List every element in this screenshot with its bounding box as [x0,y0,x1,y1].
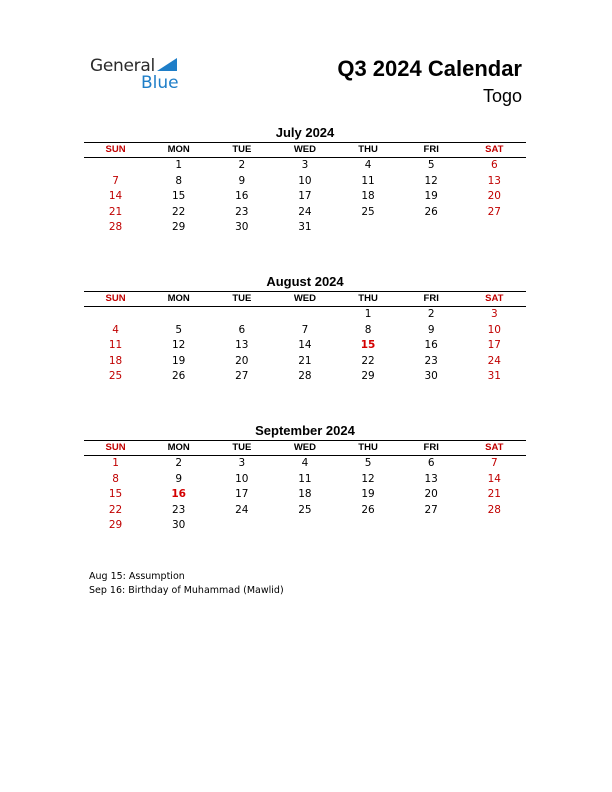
weekday-label: MON [167,144,190,155]
weekday-label: TUE [232,293,252,304]
day-cell: 22 [172,205,186,218]
weekday-label: THU [358,144,378,155]
holiday-item: Aug 15: Assumption [89,571,185,582]
month-title: August 2024 [266,274,344,289]
day-cell: 2 [238,159,246,171]
weekday-label: SUN [105,293,126,304]
day-cell: 15 [172,190,186,202]
weekday-label: WED [293,293,317,304]
day-cell: 18 [298,488,312,500]
day-cell: 16 [424,339,438,351]
weekday-label: SAT [485,293,504,304]
day-cell: 4 [364,159,372,171]
week-row [84,518,526,534]
day-cell: 23 [172,503,186,516]
day-cell: 7 [301,323,309,336]
day-cell: 16 [235,190,249,202]
day-cell: 11 [108,339,123,351]
day-cell [463,518,526,534]
month-grid [84,440,526,534]
weekday-label: SUN [105,144,126,155]
day-cell: 22 [108,503,123,516]
day-cell: 14 [108,190,123,202]
day-cell: 1 [112,457,119,469]
weekday-label: FRI [423,144,439,155]
day-cell: 27 [487,205,501,218]
weekday-label: SUN [105,442,126,453]
month-title: July 2024 [275,125,335,140]
day-cell: 25 [108,370,123,382]
day-cell: 20 [424,488,438,500]
day-cell: 12 [424,174,438,187]
day-cell: 17 [487,339,501,351]
day-cell: 3 [490,308,498,320]
day-cell: 4 [112,323,119,336]
day-cell: 29 [172,221,186,233]
day-cell: 1 [175,159,183,171]
day-cell: 12 [361,472,375,485]
holiday-day-cell: 15 [360,339,376,351]
weekday-label: MON [167,442,190,453]
day-cell: 5 [175,323,183,336]
day-cell: 25 [298,503,312,516]
weekday-label: SAT [485,442,504,453]
month-block [84,125,526,236]
day-cell: 20 [235,354,249,367]
weekday-header-row [84,292,526,307]
weekday-header-row [84,143,526,158]
day-cell: 13 [487,174,501,187]
weekday-label: WED [293,144,317,155]
day-cell: 9 [238,174,246,187]
country-name: Togo [482,86,522,106]
day-cell: 14 [487,472,501,485]
logo-general-text: General [90,56,155,76]
week-row [84,503,526,519]
day-cell: 18 [108,354,123,367]
day-cell: 8 [112,472,119,485]
day-cell: 29 [108,519,123,531]
page-title: Q3 2024 Calendar [337,56,522,81]
week-row [84,338,526,354]
week-row [84,369,526,385]
day-cell: 3 [301,159,309,171]
week-row [84,174,526,190]
week-row [84,472,526,488]
day-cell [210,307,273,323]
holiday-list [89,570,284,598]
day-cell: 21 [298,354,312,367]
day-cell [84,307,147,323]
day-cell: 6 [427,457,435,469]
day-cell: 4 [301,457,309,469]
weekday-label: THU [358,442,378,453]
week-row [84,487,526,503]
week-row [84,354,526,370]
day-cell: 10 [298,174,312,187]
day-cell: 11 [361,174,375,187]
weekday-label: MON [167,293,190,304]
day-cell: 7 [112,174,119,187]
day-cell: 17 [298,190,312,202]
day-cell: 1 [364,308,372,320]
day-cell [210,518,273,534]
holiday-item: Sep 16: Birthday of Muhammad (Mawlid) [89,585,284,596]
month-grid [84,142,526,236]
day-cell: 30 [172,519,186,531]
day-cell: 21 [108,205,123,218]
day-cell [337,220,400,236]
day-cell: 26 [361,503,375,516]
holiday-day-cell: 16 [171,488,186,500]
day-cell: 25 [361,205,375,218]
day-cell: 24 [487,354,501,367]
day-cell: 13 [424,472,438,485]
day-cell [147,307,210,323]
month-block [84,274,526,385]
day-cell: 24 [298,205,312,218]
day-cell: 14 [298,339,312,351]
day-cell: 21 [487,488,501,500]
week-row [84,205,526,221]
weekday-label: FRI [423,442,439,453]
day-cell: 30 [424,370,438,382]
day-cell: 29 [361,370,375,382]
weekday-header-row [84,441,526,456]
logo-blue-text: Blue [141,73,179,93]
week-row [84,158,526,174]
weekday-label: TUE [232,442,252,453]
weekday-label: SAT [485,144,504,155]
day-cell: 12 [172,339,186,351]
week-row [84,323,526,339]
day-cell: 26 [424,205,438,218]
day-cell: 23 [235,205,249,218]
day-cell [273,518,336,534]
day-cell: 19 [424,190,438,202]
day-cell [84,158,147,174]
weekday-label: TUE [232,144,252,155]
day-cell: 31 [487,370,501,382]
day-cell: 2 [175,457,183,469]
day-cell: 3 [238,457,246,469]
day-cell: 19 [172,354,186,367]
day-cell: 13 [235,339,249,351]
week-row [84,220,526,236]
day-cell: 28 [108,221,123,233]
day-cell: 9 [175,472,183,485]
day-cell: 10 [487,323,501,336]
weekday-label: THU [358,293,378,304]
day-cell: 17 [235,488,249,500]
day-cell: 8 [175,174,183,187]
day-cell: 19 [361,488,375,500]
day-cell: 26 [172,370,186,382]
day-cell: 10 [235,472,249,485]
day-cell [400,220,463,236]
day-cell: 22 [361,354,375,367]
weekday-label: FRI [423,293,439,304]
day-cell [337,518,400,534]
month-title: September 2024 [255,423,355,438]
logo-triangle-icon [157,58,177,71]
week-row [84,456,526,472]
day-cell: 27 [424,503,438,516]
week-row [84,307,526,323]
day-cell [463,220,526,236]
day-cell: 28 [298,370,312,382]
day-cell: 23 [424,354,438,367]
month-block [84,423,526,534]
day-cell [400,518,463,534]
day-cell: 7 [490,457,498,469]
day-cell: 27 [235,370,249,382]
day-cell: 8 [364,323,372,336]
day-cell: 2 [427,308,435,320]
day-cell: 20 [487,190,501,202]
day-cell: 15 [108,488,123,500]
day-cell: 5 [364,457,372,469]
day-cell: 9 [427,323,435,336]
day-cell: 28 [487,503,501,516]
day-cell: 31 [298,221,312,233]
day-cell: 30 [235,221,249,233]
day-cell: 5 [427,159,435,171]
day-cell: 11 [298,472,312,485]
day-cell [273,307,336,323]
day-cell: 24 [235,503,249,516]
week-row [84,189,526,205]
generalblue-logo [90,56,190,94]
day-cell: 18 [361,190,375,202]
weekday-label: WED [293,442,317,453]
day-cell: 6 [490,159,498,171]
month-grid [84,291,526,385]
day-cell: 6 [238,323,246,336]
